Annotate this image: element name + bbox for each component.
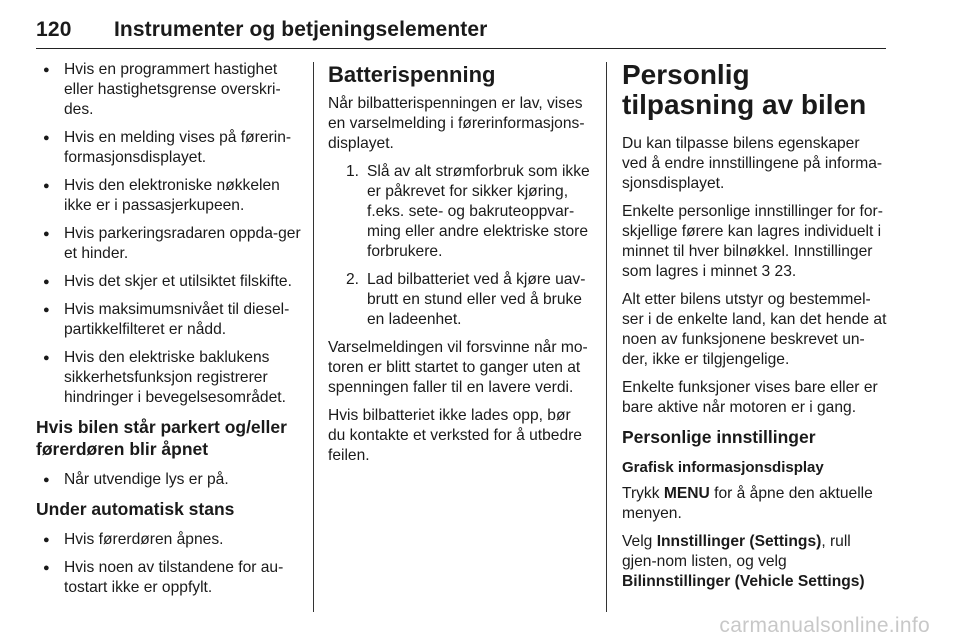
- personalization-para-1: Du kan tilpasse bilens egenskaper ved å endre innstillingene på informa-sjonsdisplayet.: [622, 135, 883, 192]
- menu-post: for å åpne den aktuelle menyen.: [622, 485, 873, 522]
- heading-personalization: Personlig tilpasning av bilen: [622, 59, 867, 120]
- menu-pre: Trykk: [622, 485, 660, 502]
- para-2-text: Enkelte personlige innstillinger for for-skjellige førere kan lagres individuelt i minnet til hver bilnøkkel. Innstillinger som lagres i minnet: [622, 203, 883, 280]
- step-text: Slå av alt strømforbruk som ikke er påkrevet for sikker kjøring, f.eks. sete- og bakruteoppvar-ming eller andre elektriske store forbrukere.: [367, 163, 590, 260]
- personalization-para-2: [622, 202, 888, 282]
- bullet-list-autostop: [36, 530, 301, 598]
- list-item: ● Når utvendige lys er på.: [36, 470, 301, 490]
- step-number: 1.: [346, 163, 360, 180]
- menu-instruction: [622, 484, 888, 524]
- heading-parked: Hvis bilen står parkert og/eller førerdøren blir åpnet: [36, 417, 287, 459]
- heading-battery-voltage: Batterispenning: [328, 62, 496, 87]
- step-item: [346, 270, 590, 330]
- personalization-para-4: Enkelte funksjoner vises bare eller er bare aktive når motoren er i gang.: [622, 379, 878, 416]
- settings-instruction: [622, 532, 888, 592]
- column-2: [328, 60, 590, 474]
- battery-para-1: Varselmeldingen vil forsvinne når mo-toren er blitt startet to ganger uten at spenningen faller til en lavere verdi.: [328, 339, 588, 396]
- battery-para-2: Hvis bilbatteriet ikke lades opp, bør du kontakte et verksted for å utbedre feilen.: [328, 407, 582, 464]
- chapter-title: Instrumenter og betjeningselementer: [114, 18, 488, 41]
- list-item: ● Hvis det skjer et utilsiktet filskifte.: [36, 272, 301, 292]
- list-item: ● Hvis den elektriske baklukens sikkerhetsfunksjon registrerer hindringer i bevegelsesområdet.: [36, 348, 301, 408]
- settings-menu-name: Innstillinger (Settings): [656, 533, 822, 550]
- list-item: ● Hvis en programmert hastighet eller hastighetsgrense overskri-des.: [36, 60, 301, 120]
- column-3: [622, 60, 888, 600]
- settings-mid: , rull gjen-nom listen, og velg: [622, 533, 851, 570]
- list-item: ● Hvis parkeringsradaren oppda-ger et hinder.: [36, 224, 301, 264]
- step-item: [346, 162, 590, 262]
- vehicle-settings-name: Bilinnstillinger (Vehicle Settings): [622, 573, 865, 590]
- page-reference-link[interactable]: 3 23.: [761, 263, 797, 280]
- page-number: 120: [36, 18, 72, 41]
- step-list: [328, 162, 590, 330]
- heading-autostop: Under automatisk stans: [36, 499, 235, 519]
- list-item: ● Hvis den elektroniske nøkkelen ikke er i passasjerkupeen.: [36, 176, 301, 216]
- menu-key: MENU: [663, 485, 710, 502]
- column-divider-2: [606, 62, 607, 612]
- step-text: Lad bilbatteriet ved å kjøre uav-brutt en stund eller ved å bruke en ladeenhet.: [367, 271, 586, 328]
- bullet-list-top: [36, 60, 301, 408]
- list-item: ● Hvis noen av tilstandene for au-tostart ikke er oppfylt.: [36, 558, 301, 598]
- list-item: ● Hvis maksimumsnivået til diesel-partikkelfilteret er nådd.: [36, 300, 301, 340]
- settings-pre: Velg: [622, 533, 653, 550]
- list-item: ● Hvis en melding vises på førerin-formasjonsdisplayet.: [36, 128, 301, 168]
- battery-intro: Når bilbatterispenningen er lav, vises en varselmelding i førerinformasjons-displayet.: [328, 95, 585, 152]
- heading-personal-settings: Personlige innstillinger: [622, 427, 816, 447]
- watermark: carmanualsonline.info: [719, 614, 930, 637]
- page-header: [36, 0, 886, 48]
- list-item: ● Hvis førerdøren åpnes.: [36, 530, 301, 550]
- column-1: [36, 60, 301, 606]
- heading-graphic-display: Grafisk informasjonsdisplay: [622, 459, 824, 476]
- step-number: 2.: [346, 271, 360, 288]
- personalization-para-3: Alt etter bilens utstyr og bestemmel-ser i de enkelte land, kan det hende at noen av funksjonene beskrevet un-der, ikke er tilgjengelige.: [622, 291, 887, 368]
- header-rule: [36, 48, 886, 49]
- column-divider-1: [313, 62, 314, 612]
- bullet-list-parked: [36, 470, 301, 490]
